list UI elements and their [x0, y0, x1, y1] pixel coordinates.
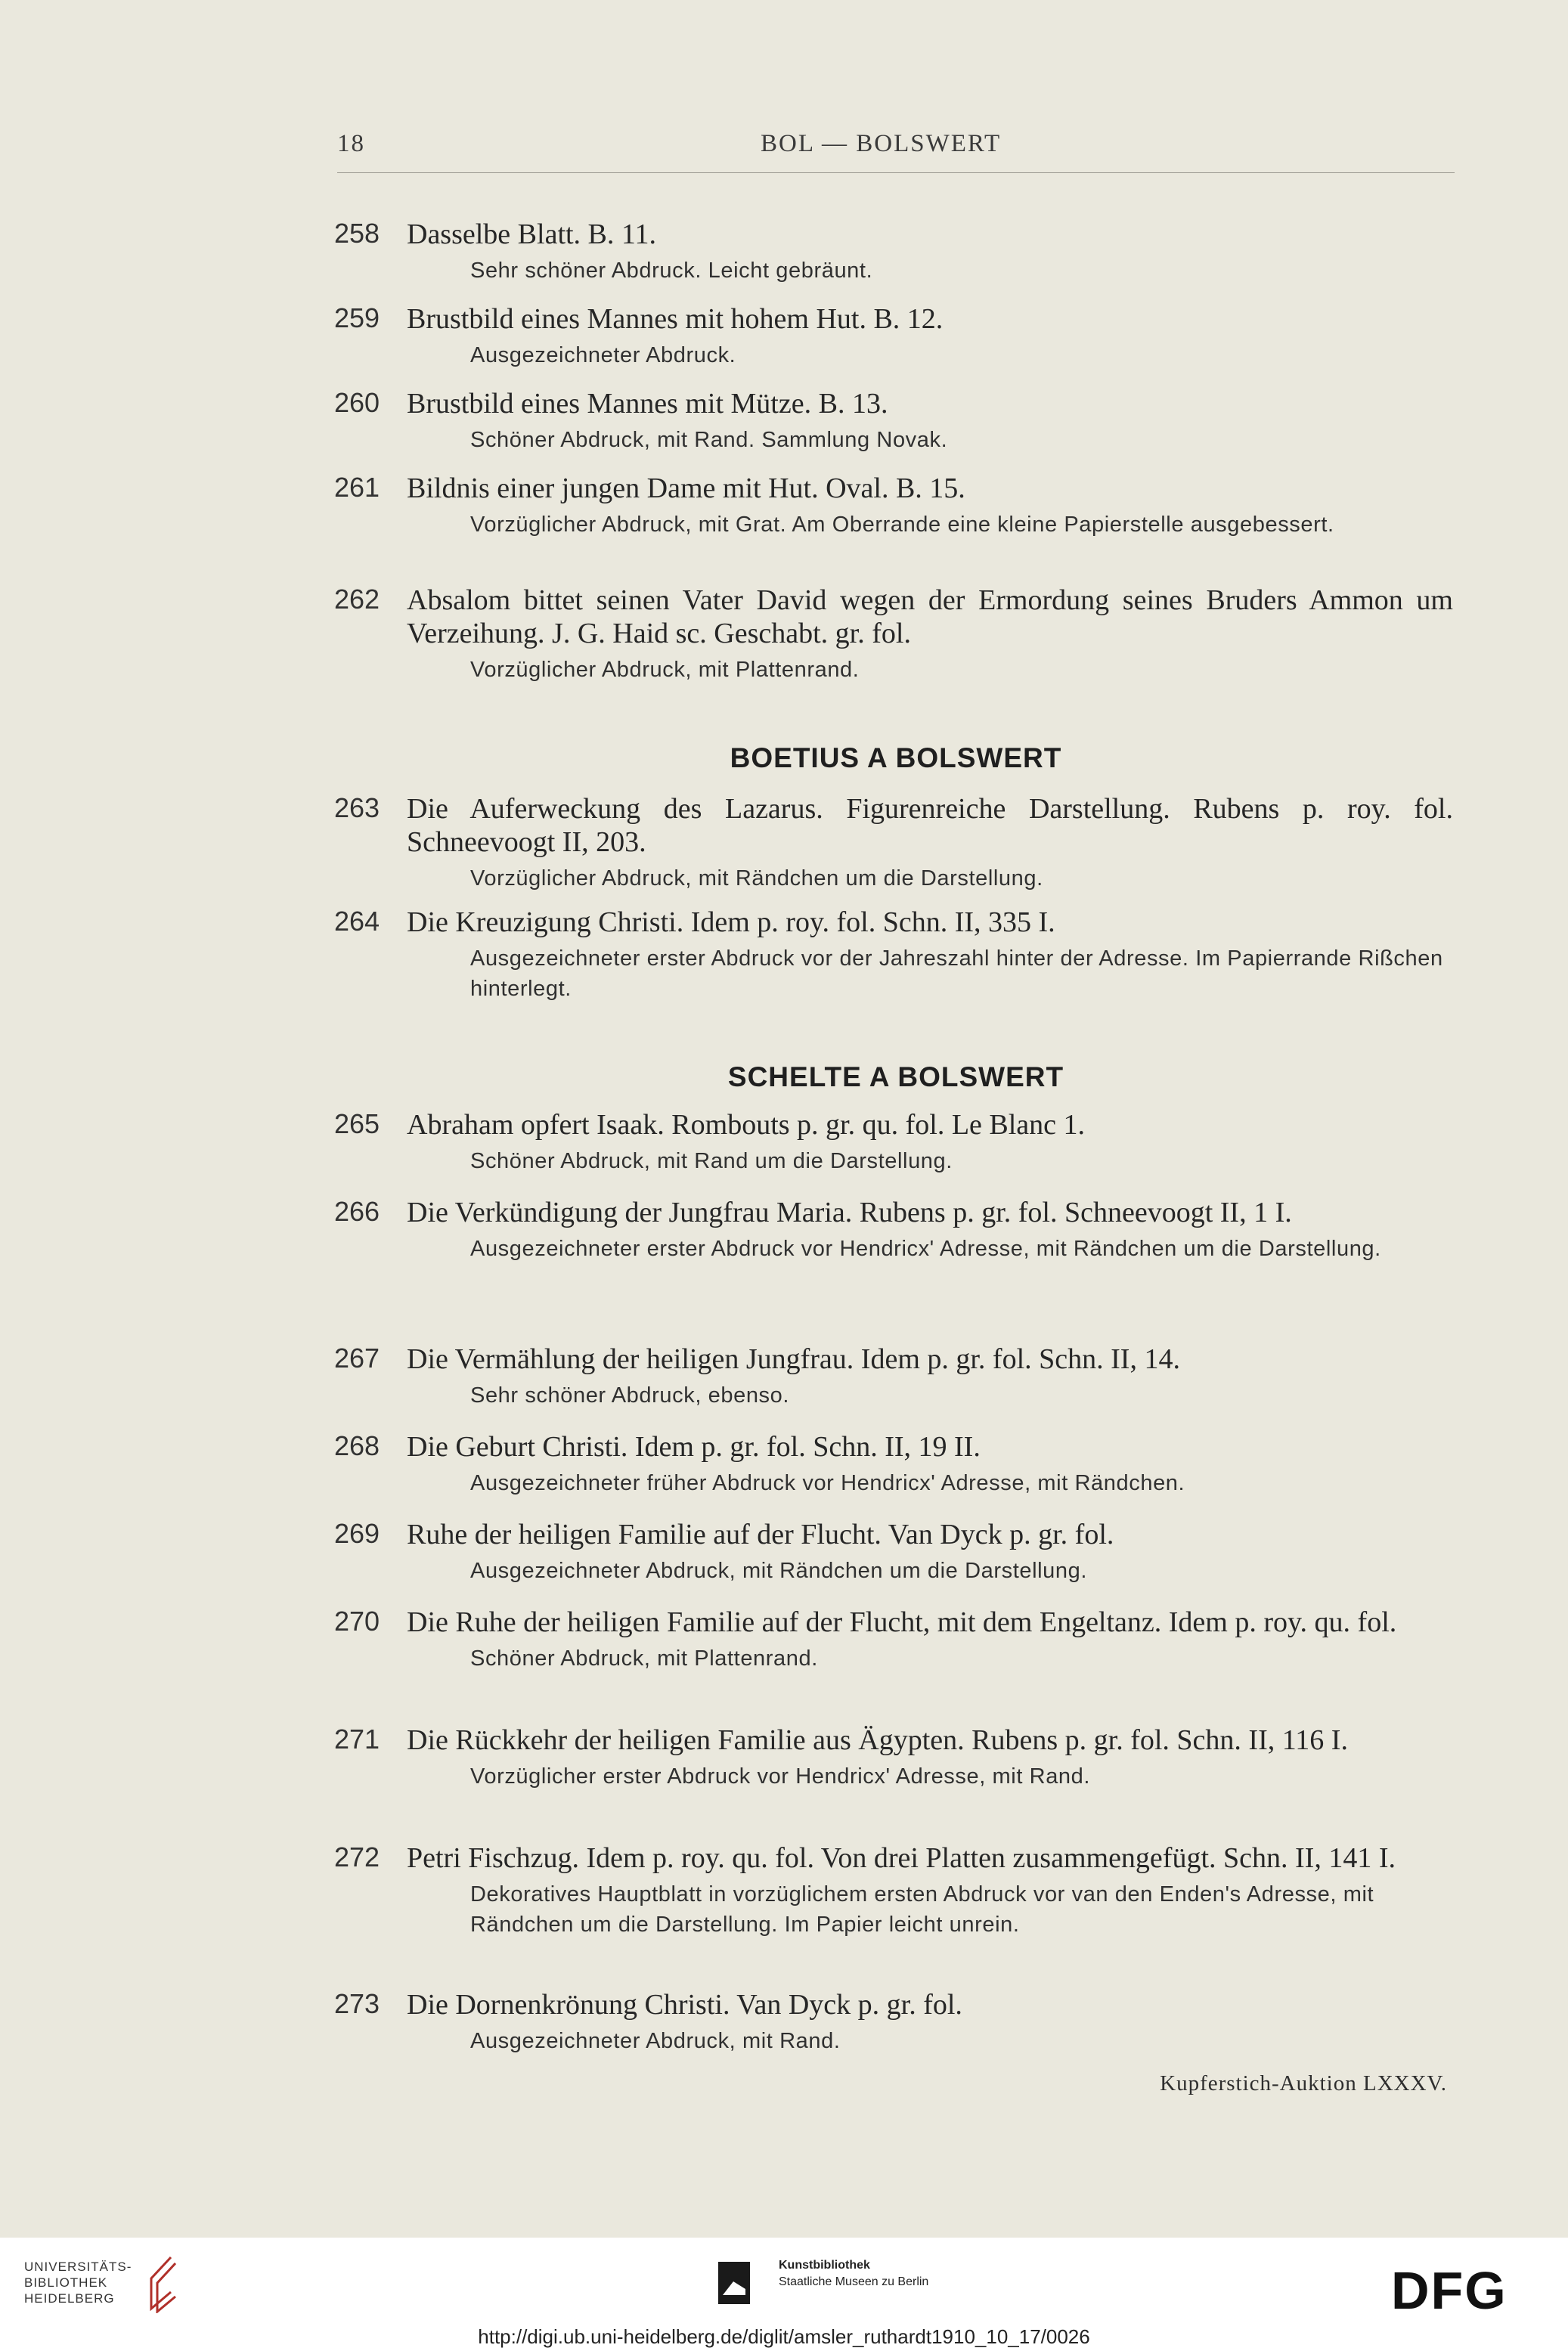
entry-note: Ausgezeichneter früher Abdruck vor Hendricx' Adresse, mit Rändchen.	[470, 1471, 1185, 1495]
entry-note: Schöner Abdruck, mit Plattenrand.	[470, 1646, 818, 1671]
entry-note: Ausgezeichneter erster Abdruck vor der Jahreszahl hinter der Adresse. Im Papierrande Rißchen hinterlegt.	[470, 946, 1443, 1001]
catalog-entry-267	[334, 1343, 1453, 1411]
catalog-entry-265	[334, 1108, 1453, 1176]
kb-subtitle: Staatliche Museen zu Berlin	[779, 2275, 929, 2288]
entry-title: Abraham opfert Isaak. Rombouts p. gr. qu. fol. Le Blanc 1.	[407, 1109, 1086, 1141]
entry-number: 263	[334, 792, 380, 823]
kunstbibliothek-logo-icon	[718, 2262, 750, 2304]
entry-note: Sehr schöner Abdruck. Leicht gebräunt.	[470, 259, 873, 283]
entry-title: Die Rückkehr der heiligen Familie aus Ägypten. Rubens p. gr. fol. Schn. II, 116 I.	[407, 1724, 1348, 1756]
logo-line: UNIVERSITÄTS-	[24, 2260, 132, 2274]
catalog-entry-273	[334, 1988, 1453, 2056]
entry-title: Brustbild eines Mannes mit hohem Hut. B. 12.	[407, 303, 944, 335]
catalog-entry-266	[334, 1196, 1453, 1264]
entry-note: Sehr schöner Abdruck, ebenso.	[470, 1383, 790, 1408]
logo-line: BIBLIOTHEK	[24, 2275, 108, 2290]
kunstbibliothek-label[interactable]	[779, 2257, 928, 2291]
entry-note: Vorzüglicher Abdruck, mit Rändchen um die Darstellung.	[470, 866, 1043, 891]
page-number: 18	[337, 130, 365, 157]
entry-title: Ruhe der heiligen Familie auf der Flucht. Van Dyck p. gr. fol.	[407, 1519, 1114, 1550]
catalog-entry-268	[334, 1430, 1453, 1498]
section-heading-schelte: SCHELTE A BOLSWERT	[727, 1061, 1064, 1092]
catalog-entry-264	[334, 906, 1453, 1004]
entry-note: Ausgezeichneter Abdruck, mit Rand.	[470, 2029, 841, 2053]
section-heading-boetius: BOETIUS A BOLSWERT	[730, 742, 1062, 773]
running-title: BOL — BOLSWERT	[761, 130, 1002, 157]
permalink-url[interactable]: http://digi.ub.uni-heidelberg.de/diglit/amsler_ruthardt1910_10_17/0026	[478, 2325, 1090, 2348]
entry-number: 270	[334, 1606, 380, 1637]
entry-title: Petri Fischzug. Idem p. roy. qu. fol. Von drei Platten zusammengefügt. Schn. II, 141 I.	[407, 1842, 1396, 1874]
entry-note: Ausgezeichneter erster Abdruck vor Hendricx' Adresse, mit Rändchen um die Darstellung.	[470, 1237, 1381, 1261]
catalog-entry-260	[334, 387, 1453, 455]
entry-number: 262	[334, 584, 380, 615]
heidelberg-library-logo[interactable]	[24, 2259, 132, 2306]
entry-number: 260	[334, 387, 380, 418]
entry-title: Absalom bittet seinen Vater David wegen der Ermordung seines Bruders Ammon um Verzeihung. J. G. Haid sc. Geschabt. gr. fol.	[407, 584, 1453, 649]
header-rule	[337, 172, 1455, 173]
entry-note: Schöner Abdruck, mit Rand um die Darstellung.	[470, 1149, 953, 1173]
catalog-entry-261	[334, 472, 1453, 540]
entry-title: Die Ruhe der heiligen Familie auf der Flucht, mit dem Engeltanz. Idem p. roy. qu. fol.	[407, 1606, 1397, 1638]
entry-number: 273	[334, 1988, 380, 2019]
entry-title: Die Auferweckung des Lazarus. Figurenreiche Darstellung. Rubens p. roy. fol. Schneevoogt II, 203.	[407, 793, 1453, 858]
catalog-entry-262	[334, 584, 1453, 685]
catalog-entry-258	[334, 218, 1453, 286]
entry-number: 261	[334, 472, 380, 503]
catalog-entry-272	[334, 1841, 1453, 1940]
entry-title: Brustbild eines Mannes mit Mütze. B. 13.	[407, 388, 888, 420]
entry-note: Schöner Abdruck, mit Rand. Sammlung Novak.	[470, 428, 948, 452]
entry-number: 258	[334, 218, 380, 249]
entry-note: Ausgezeichneter Abdruck.	[470, 343, 736, 367]
entry-number: 272	[334, 1841, 380, 1872]
kb-name: Kunstbibliothek	[779, 2259, 870, 2272]
entry-title: Die Vermählung der heiligen Jungfrau. Idem p. gr. fol. Schn. II, 14.	[407, 1343, 1180, 1375]
digitization-footer	[0, 2238, 1568, 2351]
catalog-entry-259	[334, 302, 1453, 370]
entry-title: Die Kreuzigung Christi. Idem p. roy. fol. Schn. II, 335 I.	[407, 906, 1055, 938]
entry-number: 259	[334, 302, 380, 333]
auction-colophon: Kupferstich-Auktion LXXXV.	[1160, 2071, 1447, 2095]
entry-note: Dekoratives Hauptblatt in vorzüglichem ersten Abdruck vor van den Enden's Adresse, mit Rändchen um die Darstellung. Im Papier leicht unrein.	[470, 1882, 1374, 1937]
entry-number: 266	[334, 1196, 380, 1227]
catalog-entry-270	[334, 1606, 1453, 1674]
catalog-entry-271	[334, 1724, 1453, 1792]
entry-number: 268	[334, 1430, 380, 1461]
entry-number: 271	[334, 1724, 380, 1755]
entry-number: 267	[334, 1343, 380, 1374]
catalog-entry-263	[334, 792, 1453, 894]
entry-title: Die Geburt Christi. Idem p. gr. fol. Schn. II, 19 II.	[407, 1431, 981, 1463]
entry-note: Vorzüglicher Abdruck, mit Grat. Am Oberrande eine kleine Papierstelle ausgebessert.	[470, 513, 1334, 537]
entry-title: Dasselbe Blatt. B. 11.	[407, 218, 656, 250]
heidelberg-mark-icon	[141, 2253, 186, 2313]
entry-note: Vorzüglicher Abdruck, mit Plattenrand.	[470, 658, 860, 682]
entry-note: Vorzüglicher erster Abdruck vor Hendricx' Adresse, mit Rand.	[470, 1764, 1091, 1789]
entry-title: Die Dornenkrönung Christi. Van Dyck p. gr. fol.	[407, 1989, 962, 2021]
dfg-logo[interactable]: DFG	[1391, 2261, 1508, 2320]
entry-note: Ausgezeichneter Abdruck, mit Rändchen um die Darstellung.	[470, 1559, 1088, 1583]
catalog-entry-269	[334, 1518, 1453, 1586]
entry-number: 265	[334, 1108, 380, 1139]
entry-title: Bildnis einer jungen Dame mit Hut. Oval. B. 15.	[407, 472, 965, 504]
logo-line: HEIDELBERG	[24, 2291, 115, 2306]
entry-title: Die Verkündigung der Jungfrau Maria. Rubens p. gr. fol. Schneevoogt II, 1 I.	[407, 1197, 1292, 1228]
entry-number: 264	[334, 906, 380, 937]
entry-number: 269	[334, 1518, 380, 1549]
